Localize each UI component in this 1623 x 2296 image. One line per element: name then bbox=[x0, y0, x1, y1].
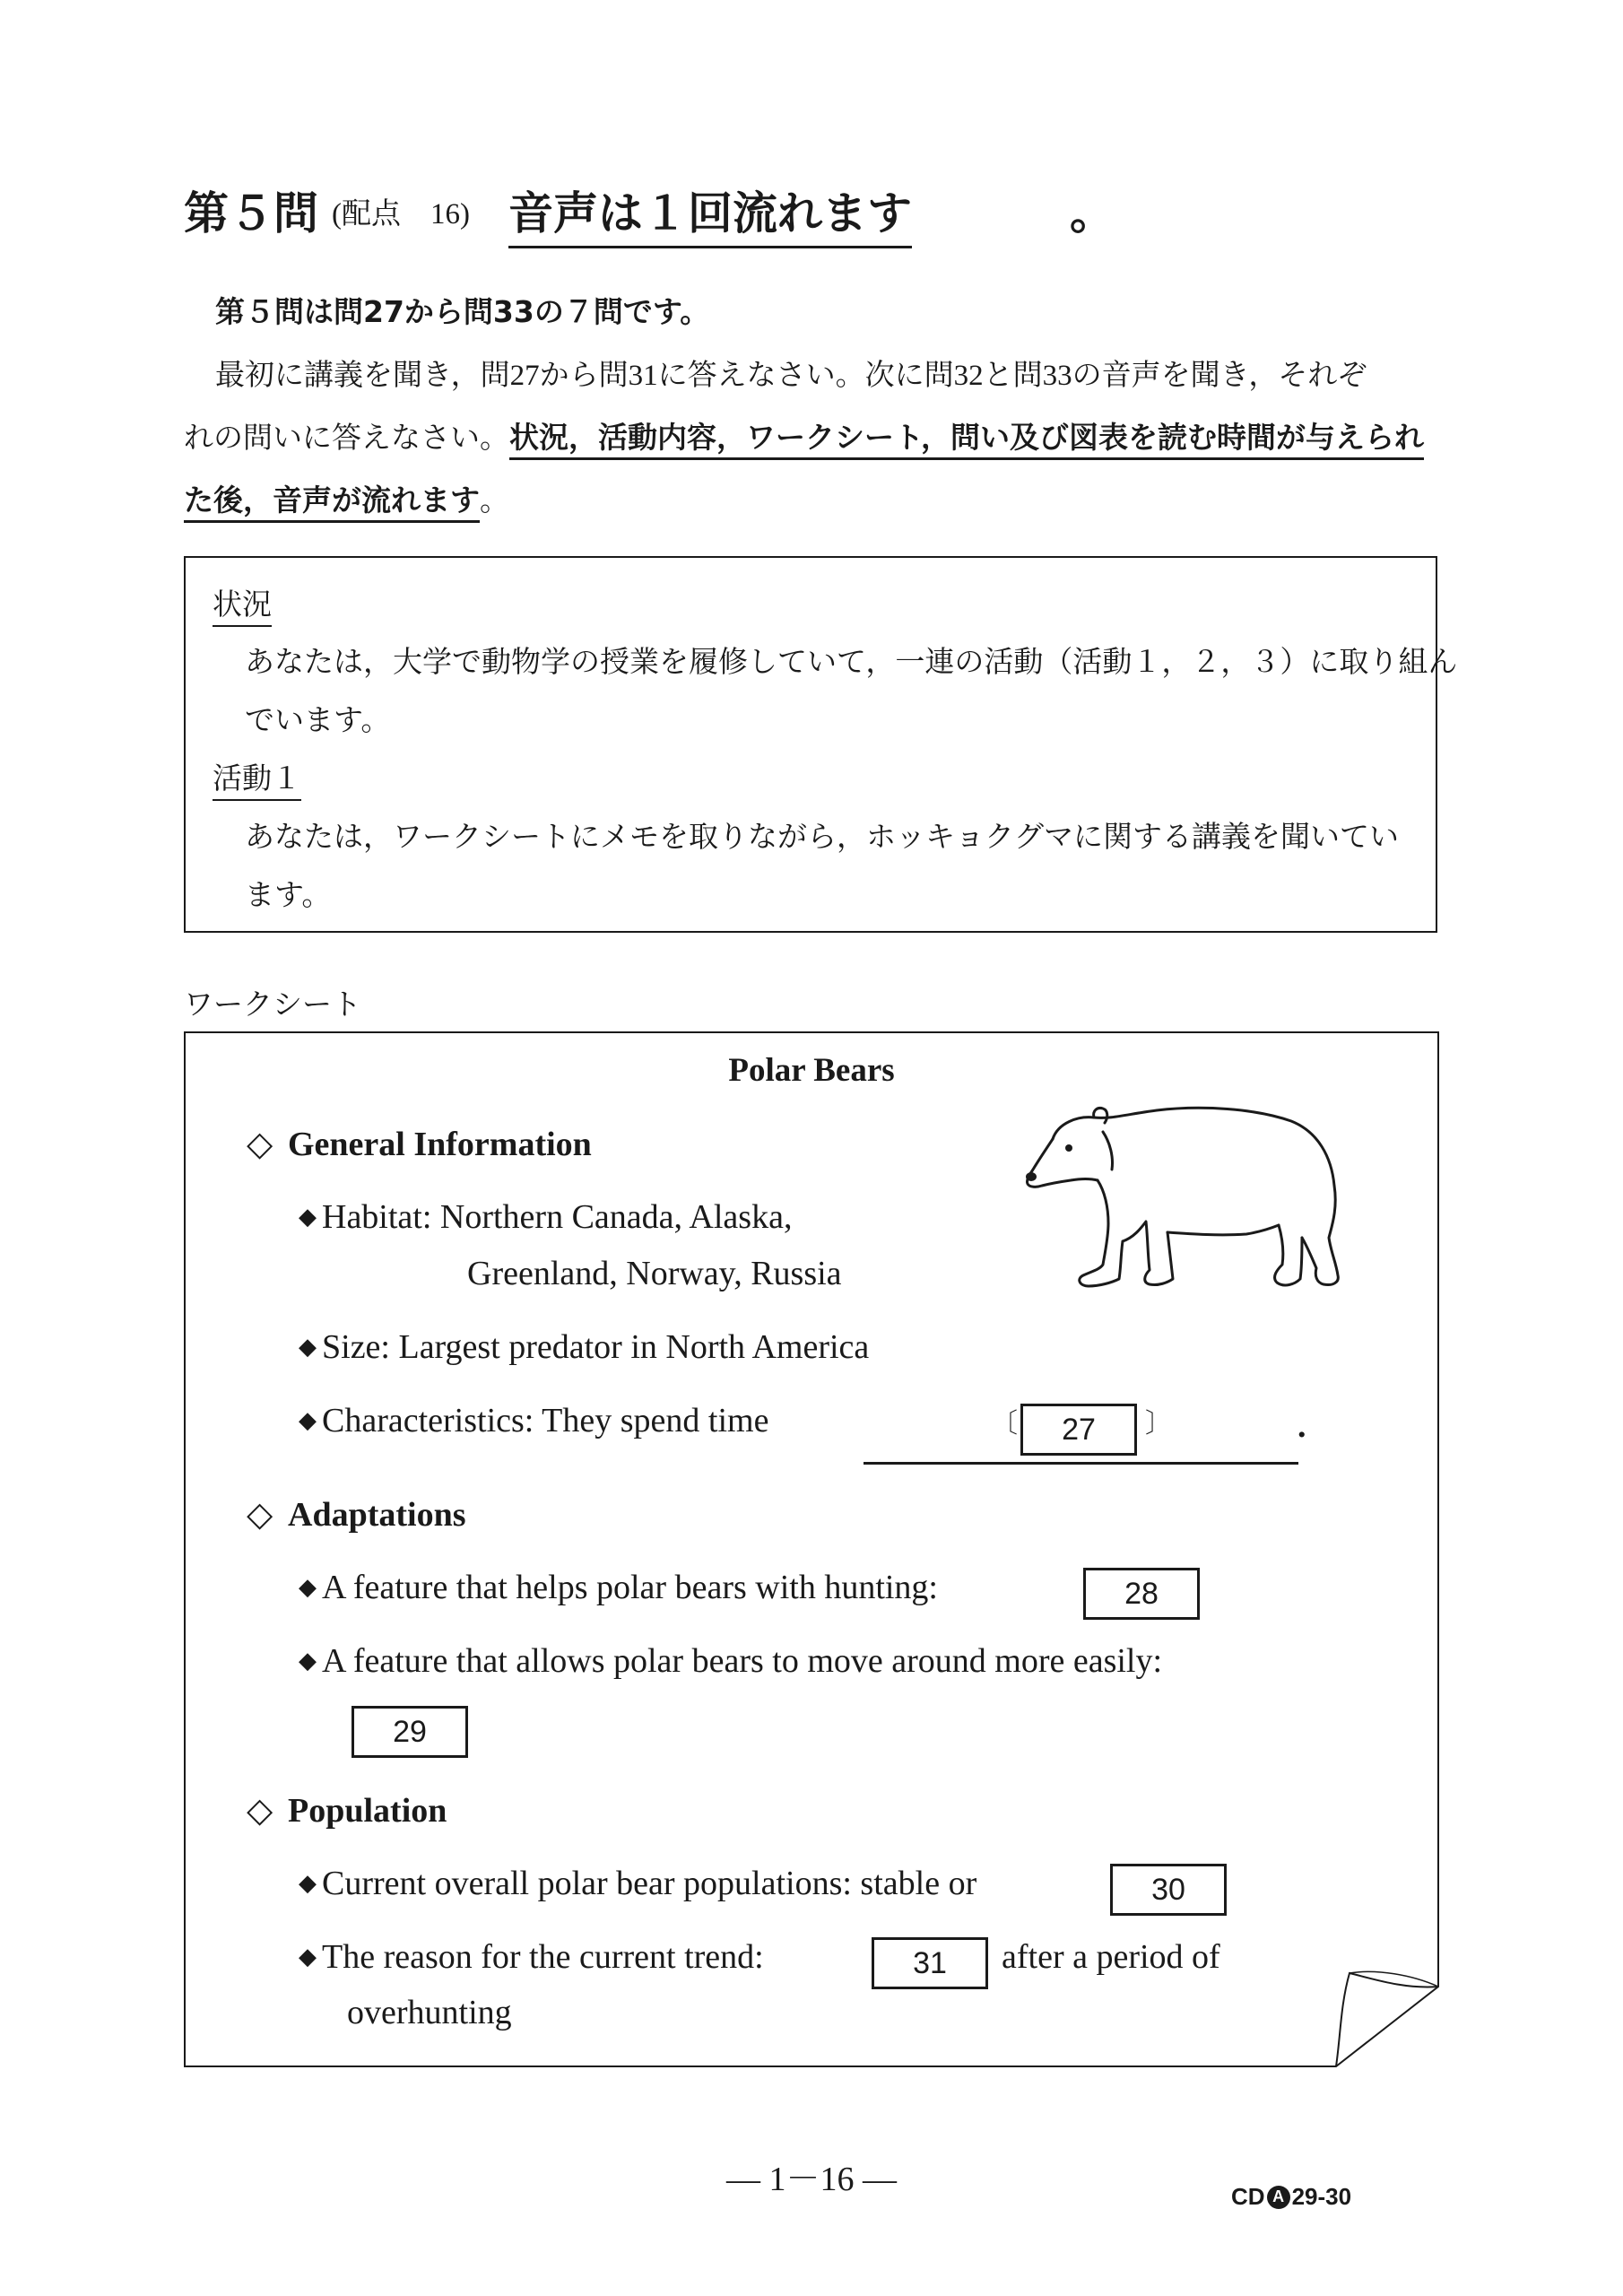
answer-box-27[interactable]: 27 bbox=[1020, 1404, 1137, 1456]
answer-27-underline bbox=[864, 1462, 1298, 1465]
worksheet-title: Polar Bears bbox=[728, 1052, 895, 1089]
size-text: Size: Largest predator in North America bbox=[322, 1328, 870, 1366]
audio-note-end: 。 bbox=[1070, 187, 1115, 239]
diamond-bullet-icon: ◆ bbox=[299, 1944, 317, 1970]
current-population-text: Current overall polar bear populations: stable or bbox=[322, 1865, 977, 1902]
reason-line bbox=[299, 1937, 764, 1977]
situation-text-2: でいます。 bbox=[245, 705, 391, 737]
habitat-line-1 bbox=[299, 1197, 792, 1237]
population-heading-text: Population bbox=[288, 1792, 447, 1830]
habitat-text-1: Habitat: Northern Canada, Alaska, bbox=[322, 1198, 793, 1236]
bracket-close: 〕 bbox=[1145, 1409, 1172, 1439]
reason-text: The reason for the current trend: bbox=[322, 1938, 764, 1976]
question-header bbox=[184, 170, 1439, 242]
open-diamond-icon: ◇ bbox=[247, 1496, 273, 1534]
reason-after-text: after a period of bbox=[1002, 1938, 1220, 1976]
characteristics-text: Characteristics: They spend time bbox=[322, 1402, 769, 1439]
diamond-bullet-icon: ◆ bbox=[299, 1648, 317, 1674]
situation-label: 状況 bbox=[213, 581, 272, 627]
bracket-open: 〔 bbox=[991, 1409, 1018, 1439]
answer-box-29[interactable]: 29 bbox=[352, 1706, 468, 1758]
answer-box-31[interactable]: 31 bbox=[872, 1937, 988, 1989]
polar-bear-icon bbox=[1022, 1103, 1363, 1300]
reason-line-2: overhunting bbox=[347, 1994, 512, 2031]
answer-box-30[interactable]: 30 bbox=[1110, 1864, 1227, 1916]
activity-label: 活動１ bbox=[213, 755, 301, 801]
instruction-line-3b: 状況，活動内容，ワークシート，問い及び図表を読む時間が与えられ bbox=[509, 420, 1424, 460]
diamond-bullet-icon: ◆ bbox=[299, 1204, 317, 1230]
hunting-text: A feature that helps polar bears with hunting: bbox=[322, 1569, 938, 1606]
diamond-bullet-icon: ◆ bbox=[299, 1574, 317, 1600]
adaptations-heading bbox=[247, 1493, 466, 1535]
characteristics-line bbox=[299, 1401, 768, 1440]
activity-text-1: あなたは，ワークシートにメモを取りながら，ホッキョクグマに関する講義を聞いてい bbox=[245, 822, 1399, 854]
population-heading bbox=[247, 1789, 447, 1831]
diamond-bullet-icon: ◆ bbox=[299, 1870, 317, 1896]
characteristics-period: . bbox=[1298, 1407, 1306, 1445]
instruction-line-4a: た後，音声が流れます bbox=[184, 483, 480, 523]
general-heading-text: General Information bbox=[288, 1126, 592, 1163]
adaptations-heading-text: Adaptations bbox=[288, 1496, 466, 1534]
cd-letter-badge: A bbox=[1267, 2186, 1290, 2209]
open-diamond-icon: ◇ bbox=[247, 1792, 273, 1830]
cd-track-label bbox=[1231, 2183, 1351, 2211]
size-line bbox=[299, 1327, 869, 1367]
situation-box bbox=[184, 556, 1458, 933]
cd-tracks: 29-30 bbox=[1291, 2183, 1352, 2210]
diamond-bullet-icon: ◆ bbox=[299, 1407, 317, 1433]
instruction-line-4b: 。 bbox=[480, 485, 509, 517]
hunting-line bbox=[299, 1568, 938, 1607]
instruction-line-2: 最初に講義を聞き，問27から問31に答えなさい。次に問32と問33の音声を聞き，それぞ bbox=[215, 360, 1367, 392]
instruction-line-1: 第５問は問27から問33の７問です。 bbox=[215, 294, 710, 329]
audio-note: 音声は１回流れます bbox=[508, 178, 912, 248]
points-label: (配点 16) bbox=[332, 198, 470, 230]
habitat-line-2: Greenland, Norway, Russia bbox=[467, 1255, 842, 1292]
instruction-line-4 bbox=[184, 477, 509, 519]
cd-prefix: CD bbox=[1231, 2183, 1265, 2210]
diamond-bullet-icon: ◆ bbox=[299, 1334, 317, 1360]
moving-line bbox=[299, 1641, 1162, 1681]
moving-text: A feature that allows polar bears to move around more easily: bbox=[322, 1642, 1163, 1680]
general-heading bbox=[247, 1123, 592, 1164]
worksheet-label: ワークシート bbox=[184, 989, 361, 1022]
page-number: — 1－16 — bbox=[725, 2161, 897, 2198]
instruction-line-3a: れの問いに答えなさい。 bbox=[184, 422, 509, 455]
current-population-line bbox=[299, 1864, 976, 1903]
question-number: 第５問 bbox=[184, 187, 318, 239]
activity-text-2: ます。 bbox=[245, 880, 332, 912]
answer-box-28[interactable]: 28 bbox=[1083, 1568, 1200, 1620]
situation-text-1: あなたは，大学で動物学の授業を履修していて，一連の活動（活動１，２，３）に取り組ん bbox=[245, 647, 1458, 679]
open-diamond-icon: ◇ bbox=[247, 1126, 273, 1163]
instruction-line-3 bbox=[184, 414, 1424, 457]
worksheet bbox=[184, 1031, 1439, 2067]
